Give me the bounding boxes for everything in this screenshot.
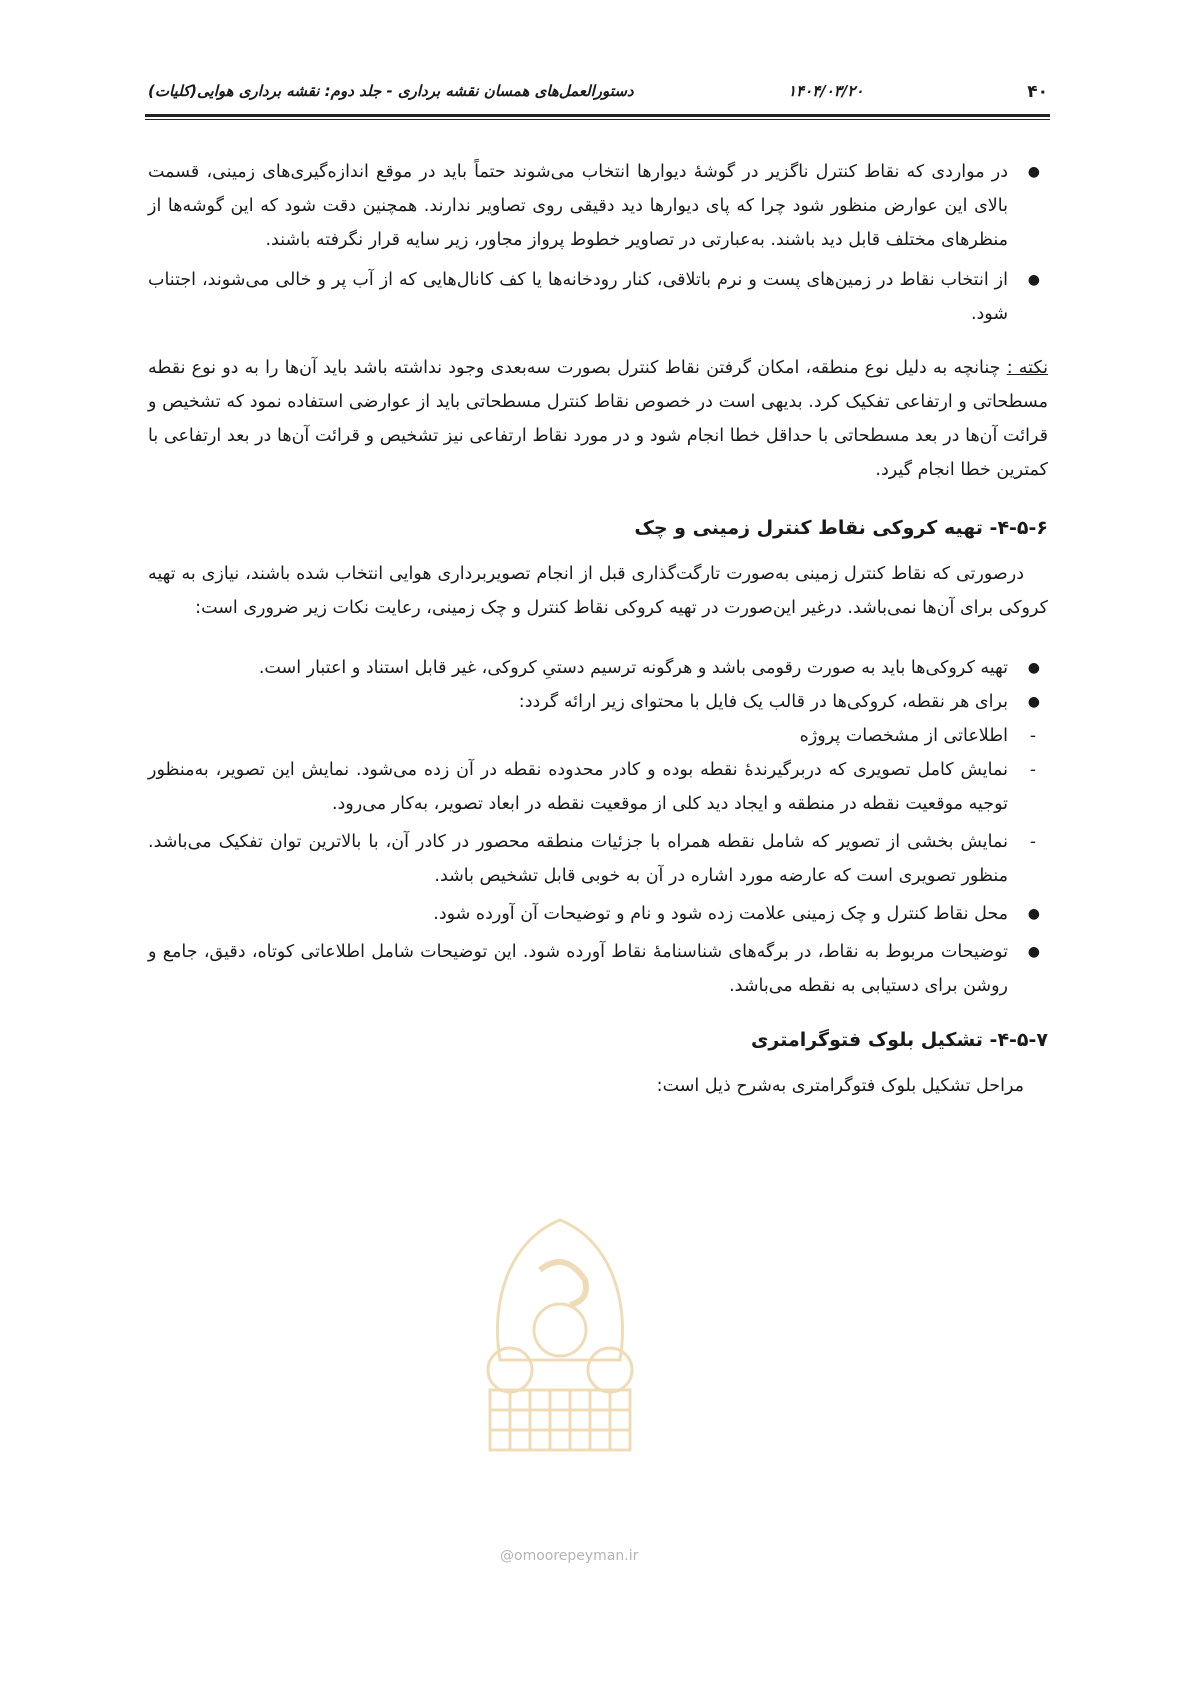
bullet-icon: ● xyxy=(1027,272,1040,288)
header-rule xyxy=(145,114,1050,117)
list-item: ● در مواردی که نقاط کنترل ناگزیر در گوشهٔ دیوارها انتخاب می‌شوند حتماً باید در موقع اندازه‌گیری‌های زمینی، قسمت بالای این عوارض منظور شود چرا که پای دیوارها دید دقیقی روی تصاویر ندارند. همچنین دقت شود که این گوشه‌ها از منظرهای مختلف قابل دید باشند. به‌عبارتی در تصاویر خطوط پرواز مجاور، زیر سایه قرار نگرفته باشند. xyxy=(148,155,1048,257)
header-title: دستورالعمل‌های همسان نقشه برداری - جلد دوم: نقشه برداری هوایی(کلیات) xyxy=(148,82,634,100)
section-heading-4-5-7: ۴-۵-۷- تشکیل بلوک فتوگرامتری xyxy=(750,1029,1048,1051)
dash-marker: - xyxy=(1029,832,1036,852)
bullet-icon: ● xyxy=(1027,906,1040,922)
bullet-icon: ● xyxy=(1027,660,1040,676)
list-item: ● برای هر نقطه، کروکی‌ها در قالب یک فایل با محتوای زیر ارائه گردد: xyxy=(148,685,1048,719)
bullet-icon: ● xyxy=(1027,944,1040,960)
page-content xyxy=(148,155,1048,1103)
section-intro: درصورتی که نقاط کنترل زمینی به‌صورت تارگت‌گذاری قبل از انجام تصویربرداری هوایی انتخاب شده باشند، نیازی به تهیه کروکی برای آن‌ها نمی‌باشد. درغیر این‌صورت در تهیه کروکی نقاط کنترل و چک زمینی، رعایت نکات زیر ضروری است: xyxy=(148,564,1048,618)
list-item: ● توضیحات مربوط به نقاط، در برگه‌های شناسنامهٔ نقاط آورده شود. این توضیحات شامل اطلاعاتی کوتاه، دقیق، جامع و روشن برای دستیابی به نقطه می‌باشد. xyxy=(148,935,1048,1003)
dash-marker: - xyxy=(1029,726,1036,746)
bullet-icon: ● xyxy=(1027,164,1040,180)
page-number: ۴۰ xyxy=(1027,82,1048,102)
dash-marker: - xyxy=(1029,760,1036,780)
bullet-list-2 xyxy=(148,651,1048,1003)
list-item: ● محل نقاط کنترل و چک زمینی علامت زده شود و نام و توضیحات آن آورده شود. xyxy=(148,897,1048,931)
list-item: ● تهیه کروکی‌ها باید به صورت رقومی باشد و هرگونه ترسیم دستیِ کروکی، غیر قابل استناد و اعتبار است. xyxy=(148,651,1048,685)
list-item: ● از انتخاب نقاط در زمین‌های پست و نرم باتلاقی، کنار رودخانه‌ها یا کف کانال‌هایی که از آب پر و خالی می‌شوند، اجتناب شود. xyxy=(148,263,1048,331)
section-heading-4-5-6: ۴-۵-۶- تهیه کروکی نقاط کنترل زمینی و چک xyxy=(634,517,1048,539)
watermark-logo-icon xyxy=(470,1210,650,1470)
page-header xyxy=(148,82,1048,108)
section-intro: مراحل تشکیل بلوک فتوگرامتری به‌شرح ذیل است: xyxy=(656,1076,1024,1096)
dash-item: - نمایش کامل تصویری که دربرگیرندهٔ نقطه بوده و کادر محدوده نقطه در آن زده می‌شود. نمایش این تصویر، به‌منظور توجیه موقعیت نقطه در منطقه و ایجاد دید کلی از موقعیت نقطه در ابعاد تصویر، به‌کار می‌رود. xyxy=(148,753,1048,821)
note-label: نکته : xyxy=(1006,358,1048,378)
dash-item: - اطلاعاتی از مشخصات پروژه xyxy=(148,719,1048,753)
bullet-list-1 xyxy=(148,155,1048,331)
header-date: ۱۴۰۴/۰۳/۲۰ xyxy=(788,82,864,100)
note-text: چنانچه به دلیل نوع منطقه، امکان گرفتن نقاط کنترل بصورت سه‌بعدی وجود نداشته باشد باید آن‌ها را به دو نوع نقطه مسطحاتی و ارتفاعی تفکیک کرد. بدیهی است در خصوص نقاط کنترل مسطحاتی باید از عوارضی استفاده نمود که تشخیص و قرائت آن‌ها در بعد مسطحاتی با حداقل خطا انجام شود و در مورد نقاط ارتفاعی نیز تشخیص و قرائت آن‌ها در بعد ارتفاعی با کمترین خطا انجام گیرد. xyxy=(148,358,1048,480)
dash-item: - نمایش بخشی از تصویر که شامل نقطه همراه با جزئیات منطقه محصور در کادر آن، با بالاترین توان تفکیک می‌باشد. منظور تصویری است که عارضه مورد اشاره در آن به خوبی قابل تشخیص باشد. xyxy=(148,825,1048,893)
watermark-site-text: @omoorepeyman.ir xyxy=(500,1548,639,1564)
bullet-icon: ● xyxy=(1027,694,1040,710)
note-paragraph xyxy=(148,351,1048,487)
header-rule-thin xyxy=(145,119,1050,120)
